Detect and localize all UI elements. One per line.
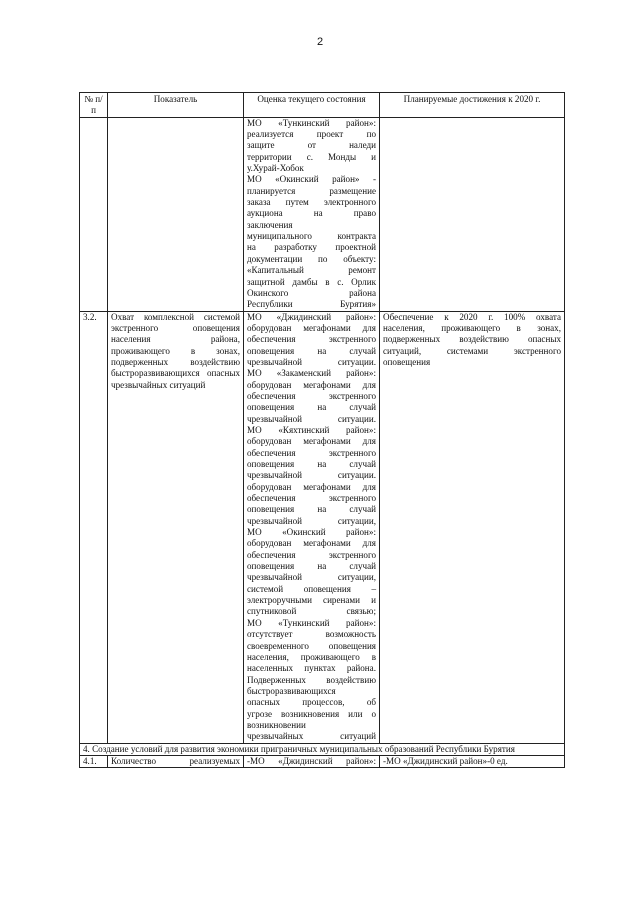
assessment-line: обеспечения экстренного	[247, 549, 376, 560]
assessment-line: оповещения на случай	[247, 561, 376, 572]
cell-assessment	[244, 311, 380, 743]
assessment-line: обеспечения экстренного	[247, 447, 376, 458]
assessment-line: документации по объекту:	[247, 253, 376, 264]
cell-assessment: -МО «Джидинский район»:	[244, 755, 380, 767]
assessment-line: оборудован мегафонами для	[247, 538, 376, 549]
assessment-line: обеспечения экстренного	[247, 493, 376, 504]
assessment-line: чрезвычайной ситуации.	[247, 356, 376, 367]
cell-num: 3.2.	[80, 311, 108, 743]
assessment-line: МО «Окинский район»:	[247, 527, 376, 538]
assessment-line: оповещения на случай	[247, 459, 376, 469]
assessment-line: реализуется проект по	[247, 129, 376, 140]
cell-planned: -МО «Джидинский район»-0 ед.	[380, 755, 565, 767]
header-assessment: Оценка текущего состояния	[244, 93, 380, 118]
assessment-line: Окинского района	[247, 287, 376, 298]
assessment-line: чрезвычайной ситуации,	[247, 515, 376, 526]
assessment-line: Подверженных воздействию	[247, 674, 376, 685]
assessment-line: МО «Тункинский район»:	[247, 117, 376, 128]
header-num: № п/п	[80, 93, 108, 118]
assessment-line: планируется размещение	[247, 185, 376, 196]
assessment-line: чрезвычайной ситуации,	[247, 572, 376, 583]
assessment-line: оповещения на случай	[247, 402, 376, 413]
assessment-line: обеспечения экстренного	[247, 334, 376, 345]
cell-planned: Обеспечение к 2020 г. 100% охвата населения, проживающего в зонах, подверженных воздействию опасных ситуаций, системами экстренного оповещения	[380, 311, 565, 743]
assessment-line: обеспечения экстренного	[247, 390, 376, 401]
section-title: 4. Создание условий для развития экономики приграничных муниципальных образований Республики Бурятия	[80, 743, 565, 755]
assessment-line: МО «Кяхтинский район»:	[247, 424, 376, 435]
header-indicator: Показатель	[108, 93, 244, 118]
assessment-line: угрозе возникновения или о	[247, 708, 376, 719]
assessment-line: системой оповещения –	[247, 583, 376, 594]
assessment-line: чрезвычайных ситуаций	[247, 731, 376, 742]
assessment-lines	[247, 118, 376, 311]
cell-num	[80, 117, 108, 311]
page-number: 2	[316, 36, 324, 48]
assessment-line: чрезвычайной ситуации.	[247, 413, 376, 424]
assessment-line: возникновении	[247, 719, 306, 730]
assessment-line: чрезвычайной ситуации.	[247, 470, 376, 481]
cell-assessment	[244, 117, 380, 311]
assessment-line: отсутствует возможность	[247, 629, 376, 640]
assessment-line: «Капитальный ремонт	[247, 265, 376, 276]
table-row-4-1	[80, 755, 565, 767]
cell-planned	[380, 117, 565, 311]
assessment-line: на разработку проектной	[247, 242, 376, 253]
assessment-line: МО «Тункинский район»:	[247, 617, 376, 628]
assessment-line: оборудован мегафонами для	[247, 379, 376, 390]
cell-indicator	[108, 117, 244, 311]
assessment-line: Республики Бурятия»	[247, 299, 376, 310]
cell-num: 4.1.	[80, 755, 108, 767]
assessment-line: у.Хурай-Хобок	[247, 163, 304, 174]
table-row-continued	[80, 117, 565, 311]
assessment-line: оповещения на случай	[247, 504, 376, 515]
assessment-line: спутниковой связью;	[247, 606, 376, 617]
assessment-line: электроручными сиренами и	[247, 595, 376, 606]
assessment-line: оборудован мегафонами для	[247, 481, 376, 492]
assessment-line: муниципального контракта	[247, 231, 376, 242]
cell-indicator: Охват комплексной системой экстренного оповещения населения района, проживающего в зонах, подверженных воздействию быстроразвивающихся опасных чрезвычайных ситуаций	[108, 311, 244, 743]
assessment-line: МО «Окинский район» -	[247, 174, 376, 185]
header-planned: Планируемые достижения к 2020 г.	[380, 93, 565, 118]
assessment-line: быстроразвивающихся	[247, 685, 336, 696]
table-header-row	[80, 93, 565, 118]
section-row-4	[80, 743, 565, 755]
assessment-line: территории с. Монды и	[247, 151, 376, 162]
assessment-line: оборудован мегафонами для	[247, 436, 376, 447]
assessment-lines	[247, 312, 376, 743]
assessment-line: оборудован мегафонами для	[247, 322, 376, 333]
assessment-line: МО «Закаменский район»:	[247, 368, 376, 379]
cell-indicator: Количество реализуемых	[108, 755, 244, 767]
assessment-line: аукциона на право	[247, 208, 376, 219]
assessment-line: населения, проживающего в	[247, 651, 376, 662]
indicators-table	[79, 92, 565, 768]
assessment-line: заказа путем электронного	[247, 197, 376, 208]
assessment-line: опасных процессов, об	[247, 697, 376, 708]
table-row-3-2	[80, 311, 565, 743]
assessment-line: заключения	[247, 219, 293, 230]
assessment-line: своевременного оповещения	[247, 640, 376, 651]
assessment-line: защите от наледи	[247, 140, 376, 151]
assessment-line: защитной дамбы в с. Орлик	[247, 276, 376, 287]
assessment-line: населенных пунктах района.	[247, 663, 376, 674]
assessment-line: оповещения на случай	[247, 345, 376, 356]
assessment-line: МО «Джидинский район»:	[247, 311, 376, 322]
